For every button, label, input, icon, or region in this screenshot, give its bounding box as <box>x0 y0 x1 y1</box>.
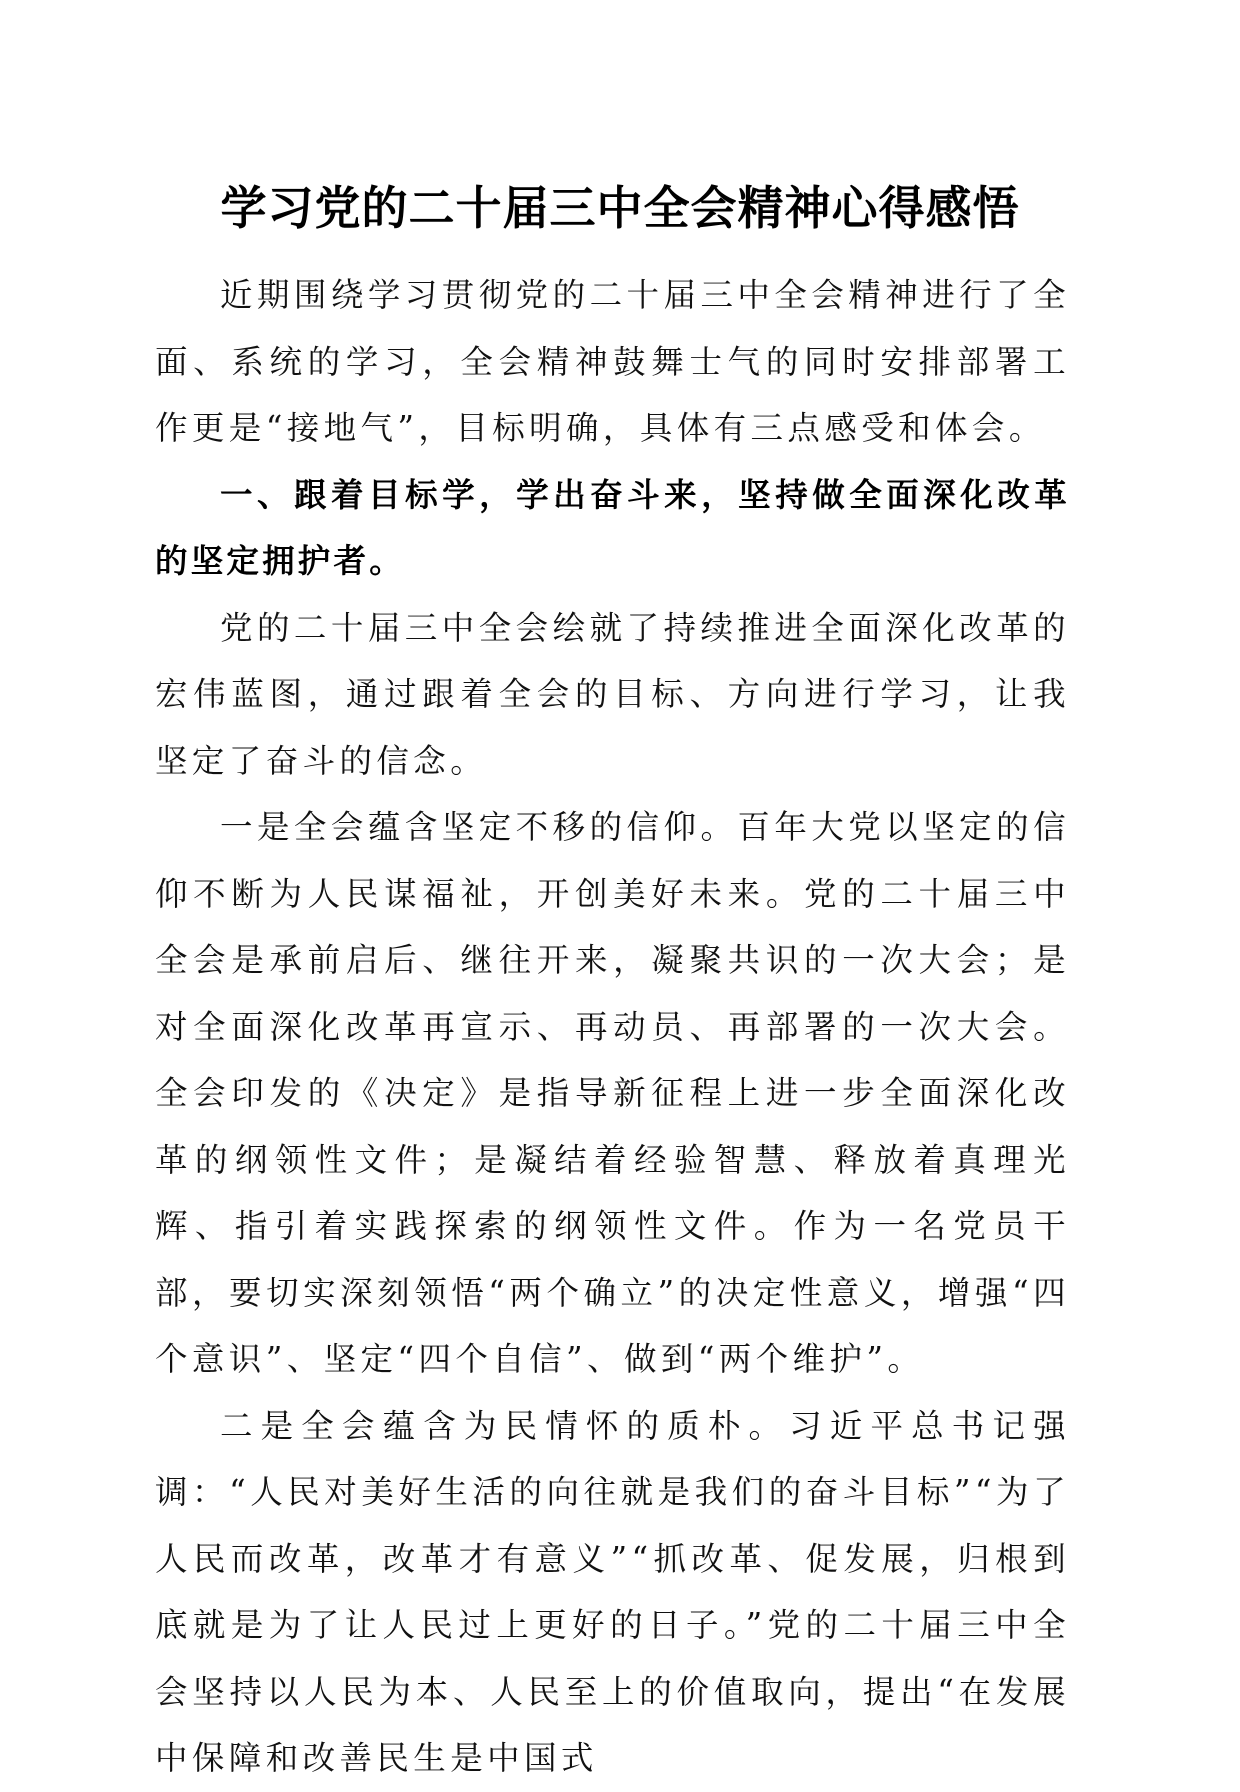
intro-paragraph: 近期围绕学习贯彻党的二十届三中全会精神进行了全面、系统的学习，全会精神鼓舞士气的同时安排部署工作更是“接地气”，目标明确，具体有三点感受和体会。 <box>155 276 1070 447</box>
point-2-paragraph: 二是全会蕴含为民情怀的质朴。习近平总书记强调：“人民对美好生活的向往就是我们的奋斗目标”“为了人民而改革，改革才有意义”“抓改革、促发展，归根到底就是为了让人民过上更好的日子。”党的二十届三中全会坚持以人民为本、人民至上的价值取向，提出“在发展中保障和改善民生是中国式 <box>155 1406 1070 1777</box>
document-title: 学习党的二十届三中全会精神心得感悟 <box>220 181 1020 235</box>
point-1-paragraph: 一是全会蕴含坚定不移的信仰。百年大党以坚定的信仰不断为人民谋福祉，开创美好未来。党的二十届三中全会是承前启后、继往开来，凝聚共识的一次大会；是对全面深化改革再宣示、再动员、再部署的一次大会。全会印发的《决定》是指导新征程上进一步全面深化改革的纲领性文件；是凝结着经验智慧、释放着真理光辉、指引着实践探索的纲领性文件。作为一名党员干部，要切实深刻领悟“两个确立”的决定性意义，增强“四个意识”、坚定“四个自信”、做到“两个维护”。 <box>155 808 1070 1378</box>
document-body <box>155 262 1070 1792</box>
section-heading-1: 一、跟着目标学，学出奋斗来，坚持做全面深化改革的坚定拥护者。 <box>155 475 1070 580</box>
section-1-intro-paragraph: 党的二十届三中全会绘就了持续推进全面深化改革的宏伟蓝图，通过跟着全会的目标、方向进行学习，让我坚定了奋斗的信念。 <box>155 608 1070 780</box>
